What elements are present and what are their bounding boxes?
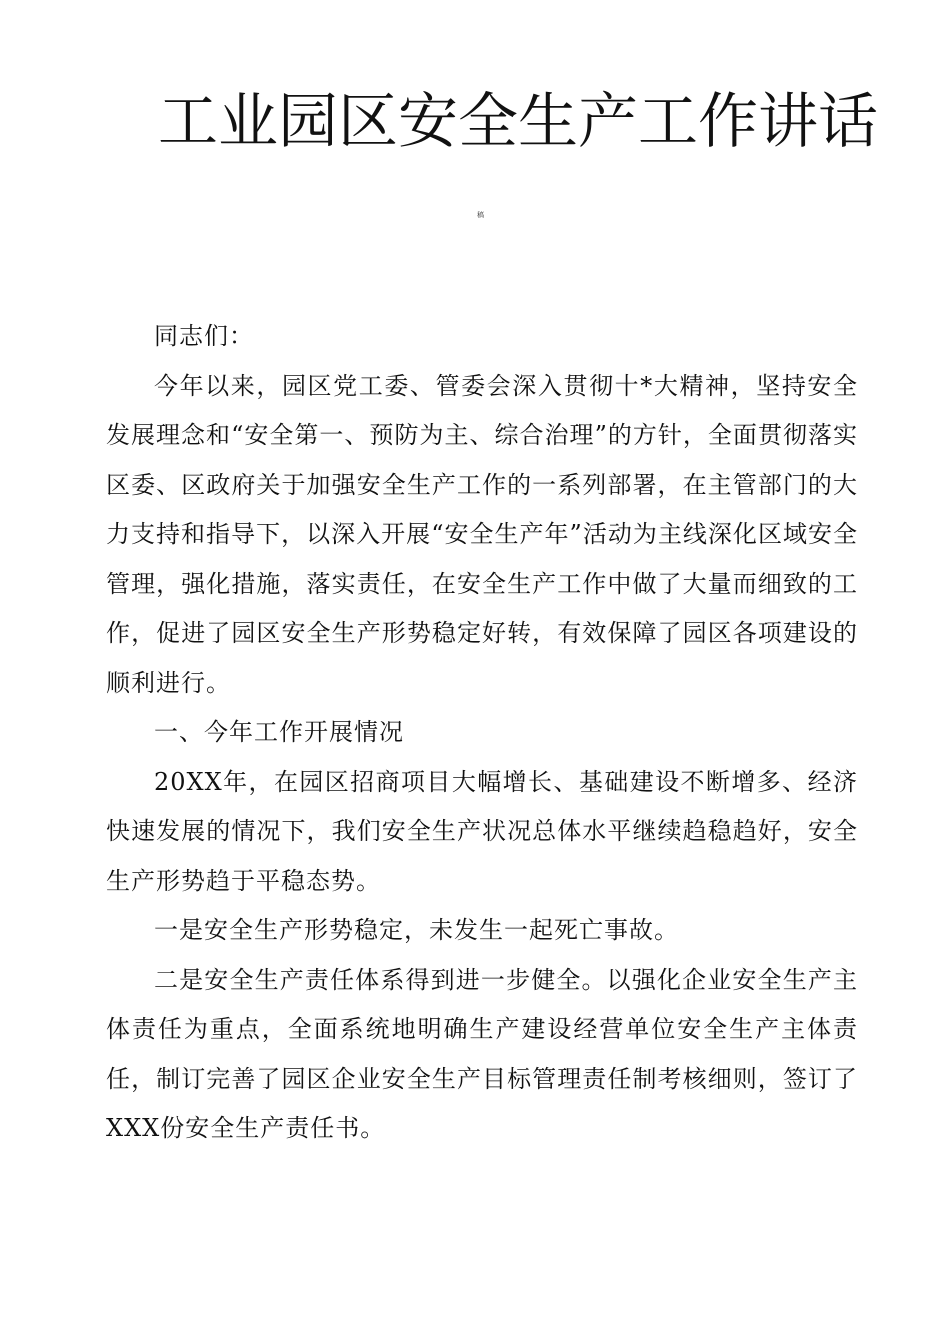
paragraph-intro: 今年以来，园区党工委、管委会深入贯彻十*大精神，坚持安全发展理念和“安全第一、预防为主、综合治理”的方针，全面贯彻落实区委、区政府关于加强安全生产工作的一系列部署，在主管部门的大力支持和指导下，以深入开展“安全生产年”活动为主线深化区域安全管理，强化措施，落实责任，在安全生产工作中做了大量而细致的工作，促进了园区安全生产形势稳定好转，有效保障了园区各项建设的顺利进行。 <box>106 371 858 697</box>
paragraph-overview: 20XX年，在园区招商项目大幅增长、基础建设不断增多、经济快速发展的情况下，我们安全生产状况总体水平继续趋稳趋好，安全生产形势趋于平稳态势。 <box>106 767 858 895</box>
title-suffix-mark: 稿 <box>477 211 484 219</box>
document-title: 工业园区安全生产工作讲话 <box>158 87 878 157</box>
paragraph-point-two: 二是安全生产责任体系得到进一步健全。以强化企业安全生产主体责任为重点，全面系统地明确生产建设经营单位安全生产主体责任，制订完善了园区企业安全生产目标管理责任制考核细则，签订了XXX份安全生产责任书。 <box>106 965 858 1142</box>
document-body <box>106 312 858 1154</box>
salutation: 同志们： <box>154 322 254 350</box>
section-heading: 一、今年工作开展情况 <box>154 718 404 746</box>
paragraph-point-one: 一是安全生产形势稳定，未发生一起死亡事故。 <box>154 916 679 944</box>
